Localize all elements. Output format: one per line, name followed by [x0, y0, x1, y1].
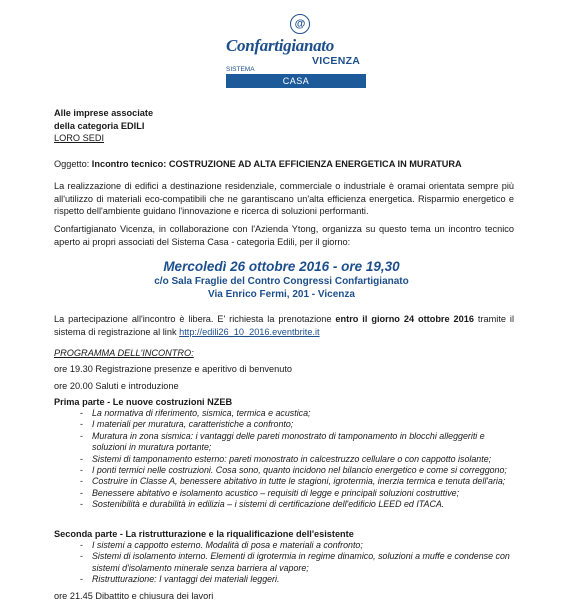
logo-casa-bar: CASA	[226, 74, 366, 88]
part-1-list	[80, 408, 520, 511]
logo-sistema: SISTEMA	[226, 66, 255, 73]
list-item: - Ristrutturazione: I vantaggi dei materiali leggeri.	[80, 574, 520, 585]
registration-text-c: tramite il sistema di registrazione al link	[54, 314, 514, 337]
recipient-address	[54, 107, 153, 145]
part-1-title: Prima parte - Le nuove costruzioni NZEB	[54, 397, 233, 407]
address-line-2: della categoria EDILI	[54, 120, 145, 131]
programma-line-2: ore 20.00 Saluti e introduzione	[54, 381, 179, 391]
at-symbol-icon: @	[290, 14, 310, 34]
list-item: - I materiali per muratura, caratteristiche a confronto;	[80, 419, 520, 430]
part-2-list	[80, 540, 520, 586]
subject-label: Incontro tecnico:	[91, 159, 167, 169]
event-details	[0, 258, 563, 301]
registration-deadline: entro il giorno 24 ottobre 2016	[335, 314, 474, 324]
list-item: - Benessere abitativo e isolamento acustico – requisiti di legge e principali soluzioni costruttive;	[80, 488, 520, 499]
subject-title: COSTRUZIONE AD ALTA EFFICIENZA ENERGETICA IN MURATURA	[166, 159, 462, 169]
address-line-3: LORO SEDI	[54, 133, 105, 143]
list-item: - La normativa di riferimento, sismica, termica e acustica;	[80, 408, 520, 419]
event-date: Mercoledì 26 ottobre 2016 - ore 19,30	[163, 259, 400, 274]
list-item: - Muratura in zona sismica: i vantaggi delle pareti monostrato di tamponamento in blocchi alleggeriti e soluzioni in muratura portante;	[80, 431, 520, 454]
address-line-1: Alle imprese associate	[54, 108, 154, 118]
logo-brand: Confartigianato	[226, 36, 334, 55]
list-item: - Costruire in Classe A, benessere abitativo in tutte le stagioni, igrotermia, inerzia termica e tenuta dell'aria;	[80, 476, 520, 487]
intro-paragraph: La realizzazione di edifici a destinazione residenziale, commerciale o industriale è oramai orientata sempre più all'utilizzo di materiali eco-compatibili che ne garantiscano un'alta efficienza energetica. Risparmio energetico e rispetto dell'ambiente guidano l'innovazione e ricerca di soluzioni performanti.	[54, 181, 514, 216]
list-item: - Sistemi di tamponamento esterno: pareti monostrato in calcestruzzo cellulare o con cappotto isolante;	[80, 454, 520, 465]
registration-paragraph	[54, 313, 514, 338]
programma-line-3: ore 21.45 Dibattito e chiusura dei lavori	[54, 591, 214, 601]
list-item: - I ponti termici nelle costruzioni. Cosa sono, quanto incidono nel bilancio energetico e come si correggono;	[80, 465, 520, 476]
event-street: Via Enrico Fermi, 201 - Vicenza	[208, 289, 355, 300]
list-item: - I sistemi a cappotto esterno. Modalità di posa e materiali a confronto;	[80, 540, 520, 551]
registration-link[interactable]: http://edili26_10_2016.eventbrite.it	[179, 326, 320, 337]
programma-line-1: ore 19.30 Registrazione presenze e aperitivo di benvenuto	[54, 364, 293, 374]
registration-text-a: La partecipazione all'incontro è libera. E' richiesta la prenotazione	[54, 314, 336, 324]
list-item: - Sistemi di isolamento interno. Elementi di igrotermia in regime dinamico, soluzioni a muffe e condense con sistemi d'isolamento minerale senza barriera al vapore;	[80, 551, 520, 574]
subject-prefix: Oggetto:	[54, 159, 92, 169]
event-venue: c/o Sala Fraglie del Contro Congressi Confartigianato	[154, 276, 409, 287]
confartigianato-logo	[226, 14, 366, 94]
programma-title: PROGRAMMA DELL'INCONTRO:	[54, 348, 194, 358]
subject-line	[54, 158, 462, 171]
list-item: - Sostenibilità e durabilità in edilizia – i sistemi di certificazione dell'edificio LEED ed ITACA.	[80, 499, 520, 510]
logo-city: VICENZA	[312, 55, 361, 67]
organizer-paragraph: Confartigianato Vicenza, in collaborazione con l'Azienda Ytong, organizza su questo tema un incontro tecnico aperto ai propri associati del Sistema Casa - categoria Edili, per il giorno:	[54, 224, 514, 247]
part-2-title: Seconda parte - La ristrutturazione e la riqualificazione dell'esistente	[54, 529, 354, 539]
